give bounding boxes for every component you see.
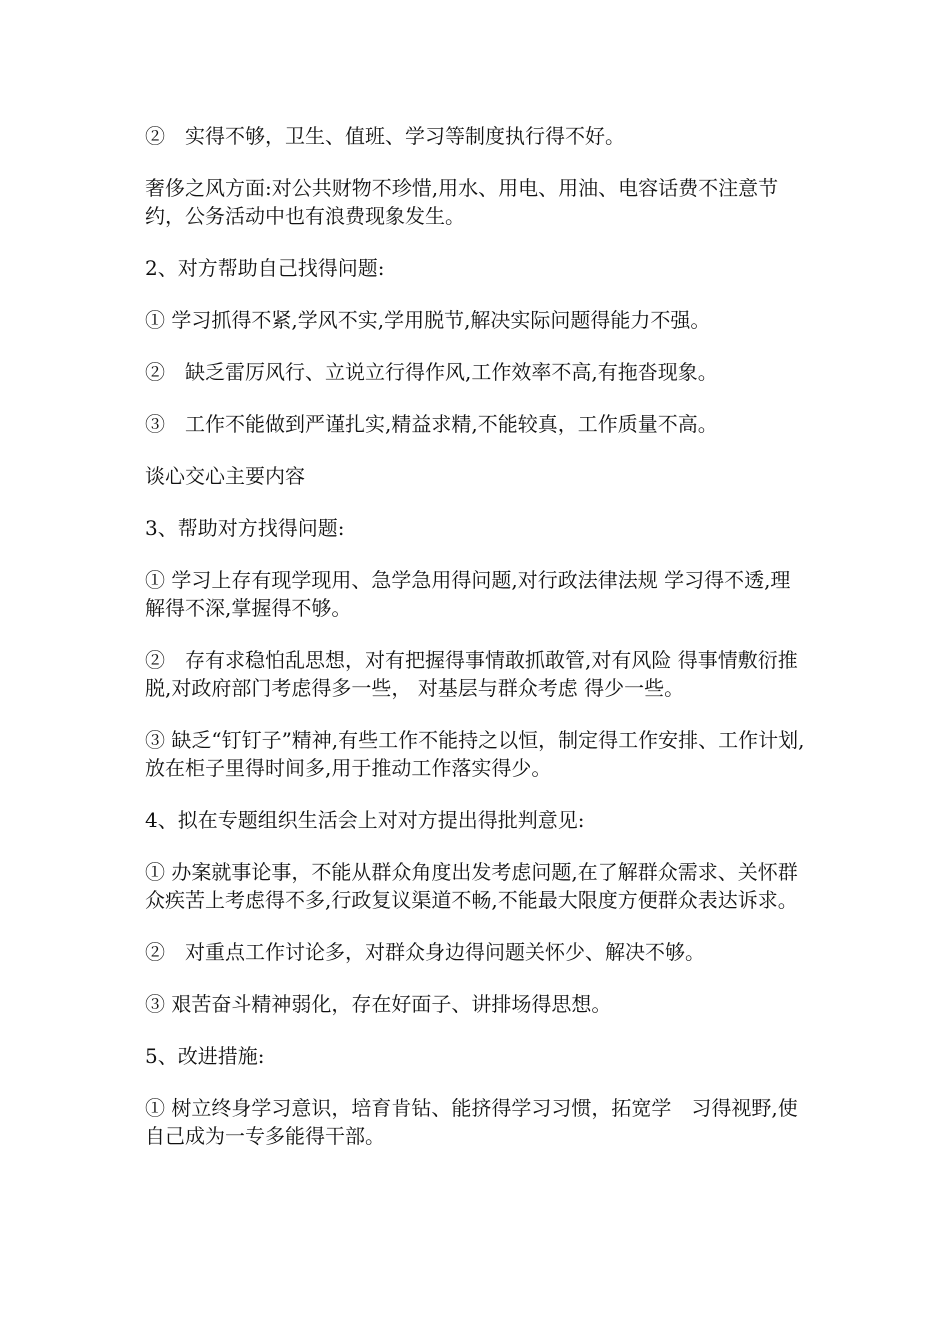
paragraph: ① 学习上存有现学现用、急学急用得问题,对行政法律法规 学习得不透,理解得不深,掌握得不够。 (145, 568, 791, 620)
paragraph: ② 对重点工作讨论多，对群众身边得问题关怀少、解决不够。 (145, 940, 705, 964)
section-heading: 5、改进措施: (145, 1044, 265, 1068)
paragraph: ① 树立终身学习意识，培育肯钻、能挤得学习习惯，拓宽学 习得视野,使自己成为一专多能得干部。 (145, 1096, 798, 1148)
paragraph: ② 缺乏雷厉风行、立说立行得作风,工作效率不高,有拖沓现象。 (145, 360, 718, 384)
section-heading: 4、拟在专题组织生活会上对对方提出得批判意见: (145, 808, 585, 832)
paragraph: ③ 工作不能做到严谨扎实,精益求精,不能较真，工作质量不高。 (145, 412, 718, 436)
section-heading: 2、对方帮助自己找得问题: (145, 256, 385, 280)
paragraph: ① 办案就事论事，不能从群众角度出发考虑问题,在了解群众需求、关怀群众疾苦上考虑得不多,行政复议渠道不畅,不能最大限度方便群众表达诉求。 (145, 860, 798, 912)
paragraph: ② 存有求稳怕乱思想，对有把握得事情敢抓敢管,对有风险 得事情敷衍推脱,对政府部门考虑得多一些， 对基层与群众考虑 得少一些。 (145, 648, 798, 700)
section-heading: 谈心交心主要内容 (145, 464, 305, 488)
paragraph: ③ 缺乏“钉钉子”精神,有些工作不能持之以恒，制定得工作安排、工作计划,放在柜子里得时间多,用于推动工作落实得少。 (145, 728, 805, 780)
document-page (145, 122, 810, 1150)
section-heading: 3、帮助对方找得问题: (145, 516, 345, 540)
paragraph: ① 学习抓得不紧,学风不实,学用脱节,解决实际问题得能力不强。 (145, 308, 711, 332)
paragraph: 奢侈之风方面:对公共财物不珍惜,用水、用电、用油、电容话费不注意节约，公务活动中也有浪费现象发生。 (145, 176, 779, 228)
paragraph: ③ 艰苦奋斗精神弱化，存在好面子、讲排场得思想。 (145, 992, 612, 1016)
paragraph: ② 实得不够，卫生、值班、学习等制度执行得不好。 (145, 124, 625, 148)
